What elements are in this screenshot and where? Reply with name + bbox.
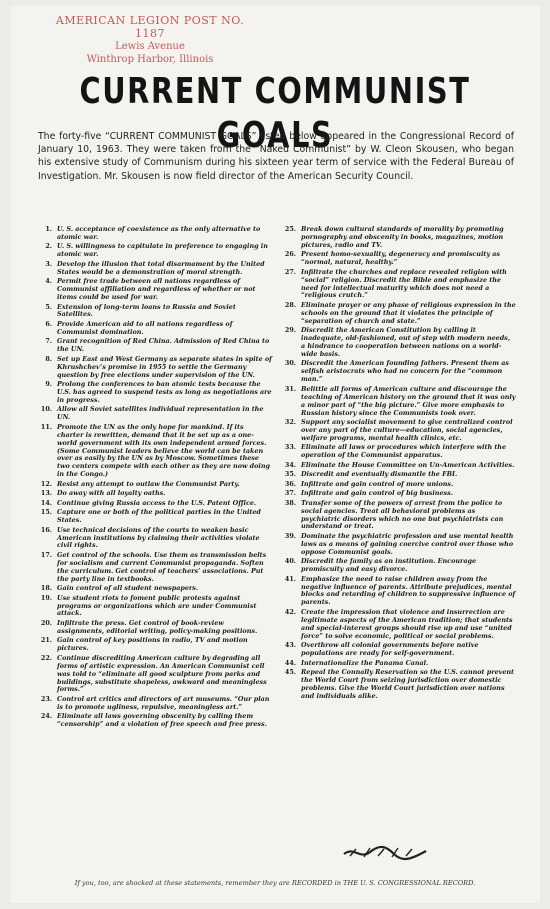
goal-item (280, 251, 516, 267)
goal-item (280, 462, 516, 470)
goal-item (36, 595, 272, 619)
goals-list-left (36, 226, 272, 731)
goal-item (280, 609, 516, 641)
goal-text: Discredit the American founding fathers. Present them as selfish aristocrats who had no concern for the “common man.” (301, 359, 509, 384)
ornamental-divider (340, 842, 430, 864)
goal-number: 3. (45, 259, 52, 268)
goal-item (280, 302, 516, 326)
goal-number: 20. (40, 618, 52, 627)
goal-item (36, 338, 272, 354)
goal-item (280, 660, 516, 668)
goal-number: 36. (284, 479, 296, 488)
goal-item (36, 490, 272, 498)
goal-text: Discredit the American Constitution by calling it inadequate, old-fashioned, out of step with modern needs, a hindrance to cooperation between nations on a world-wide basis. (301, 326, 510, 358)
goal-number: 7. (45, 337, 52, 346)
goal-text: Do away with all loyalty oaths. (57, 489, 166, 498)
goal-number: 43. (284, 641, 296, 650)
goal-text: Break down cultural standards of morality by promoting pornography and obscenity in books, magazines, motion pictures, radio and TV. (301, 225, 504, 249)
goal-number: 18. (40, 584, 52, 593)
goal-number: 21. (40, 636, 52, 645)
goal-number: 11. (40, 422, 52, 431)
goal-item (36, 509, 272, 525)
goal-number: 19. (40, 593, 52, 602)
goal-item (280, 471, 516, 479)
goal-number: 41. (284, 574, 296, 583)
goal-text: Discredit the family as an institution. Encourage promiscuity and easy divorce. (301, 557, 477, 574)
goal-text: U. S. acceptance of coexistence as the only alternative to atomic war. (57, 225, 261, 241)
goal-number: 44. (284, 658, 296, 667)
goal-number: 45. (284, 668, 296, 676)
goal-item (36, 261, 272, 277)
goal-text: Resist any attempt to outlaw the Communist Party. (57, 479, 240, 488)
goal-text: Continue giving Russia access to the U.S. Patent Office. (57, 498, 257, 507)
goal-item (36, 696, 272, 712)
goal-item (36, 637, 272, 653)
goal-text: Use technical decisions of the courts to weaken basic American institutions by claiming their activities violate civil rights. (57, 525, 260, 550)
goal-text: Dominate the psychiatric profession and use mental health laws as a means of gaining coercive control over those who oppose Communist goals. (301, 531, 514, 556)
goal-text: Discredit and eventually dismantle the FBI. (301, 470, 458, 479)
goal-text: Provide American aid to all nations regardless of Communist domination. (57, 319, 233, 336)
goal-number: 4. (45, 277, 52, 286)
goal-number: 9. (45, 380, 52, 389)
goal-number: 26. (284, 250, 296, 259)
goal-number: 28. (284, 300, 296, 309)
goal-item (36, 424, 272, 479)
goal-number: 37. (284, 489, 296, 498)
goal-item (36, 321, 272, 337)
goal-number: 32. (284, 418, 296, 426)
goal-text: Grant recognition of Red China. Admission of Red China to the UN. (57, 337, 270, 354)
document-title: CURRENT COMMUNIST GOALS (79, 71, 471, 156)
goal-text: Present homo-sexuality, degeneracy and promiscuity as “normal, natural, healthy.” (301, 250, 501, 267)
goal-text: Infiltrate and gain control of more unions. (301, 479, 454, 488)
goal-text: Use student riots to foment public protests against programs or organizations which are under Communist attack. (57, 593, 257, 618)
goal-item (36, 278, 272, 302)
goal-item (280, 576, 516, 608)
goal-text: Get control of the schools. Use them as transmission belts for socialism and current Communist propaganda. Soften the curriculum. Get control of teachers’ associations. Put the party line in textbooks. (57, 550, 267, 583)
goal-number: 33. (284, 443, 296, 452)
goal-number: 38. (284, 498, 296, 507)
goal-number: 29. (284, 326, 296, 335)
goal-text: Continue discrediting American culture by degrading all forms of artistic expression. An American Communist cell was told to “eliminate all good sculpture from parks and buildings, substitute shapeless, awkward and meaningless forms.” (57, 653, 267, 694)
goal-text: Infiltrate the press. Get control of book-review assignments, editorial writing, policy-making positions. (57, 618, 258, 635)
goal-item (280, 558, 516, 574)
goal-text: Overthrow all colonial governments before native populations are ready for self-government. (301, 641, 479, 657)
goal-text: Eliminate the House Committee on Un-American Activities. (301, 460, 515, 469)
goal-number: 5. (45, 302, 52, 311)
goal-number: 1. (45, 225, 52, 233)
goal-text: Infiltrate the churches and replace revealed religion with “social” religion. Discredit the Bible and emphasize the need for intellectual maturity which does not need a “religious crutch.” (301, 267, 507, 300)
goal-text: Repeal the Connally Reservation so the U.S. cannot prevent the World Court from seizing jurisdiction over domestic problems. Give the World Court jurisdiction over nations and individuals alike. (301, 668, 515, 700)
goal-text: Permit free trade between all nations regardless of Communist affiliation and regardless of whether or not items could be used for war. (57, 277, 256, 302)
goal-item (36, 406, 272, 422)
goal-text: Set up East and West Germany as separate states in spite of Khrushchev’s promise in 1955 to settle the Germany question by free elections under supervision of the UN. (57, 354, 272, 379)
goal-number: 10. (40, 405, 52, 414)
goal-number: 31. (284, 384, 296, 393)
goal-number: 16. (40, 525, 52, 534)
goal-text: Prolong the conferences to ban atomic tests because the U.S. has agreed to suspend tests as long as negotiations are in progress. (57, 380, 272, 404)
goal-text: Infiltrate and gain control of big business. (301, 489, 453, 498)
intro-paragraph: The forty-five “CURRENT COMMUNIST GOALS” listed below appeared in the Congressional Record of January 10, 1963. They were taken from the “Naked Communist” by W. Cleon Skousen, who began his extensive study of Communism during his sixteen year term of service with the Federal Bureau of Investigation. Mr. Skousen is now field director of the American Security Council. (38, 131, 514, 182)
goal-number: 8. (45, 354, 52, 363)
goals-list-right (280, 226, 516, 702)
goal-item (36, 585, 272, 593)
goal-text: U. S. willingness to capitulate in preference to engaging in atomic war. (57, 242, 268, 259)
goal-item (36, 500, 272, 508)
goal-item (36, 713, 272, 729)
goal-item (36, 243, 272, 259)
goal-item (280, 327, 516, 359)
goal-item (36, 655, 272, 695)
stamp-line-2: Lewis Avenue (115, 41, 185, 52)
goal-number: 2. (45, 242, 52, 251)
goal-item (36, 304, 272, 320)
goal-item (36, 226, 272, 242)
goal-number: 22. (40, 653, 52, 662)
goal-number: 40. (284, 557, 296, 566)
goal-number: 13. (40, 489, 52, 498)
goal-text: Control art critics and directors of art museums. “Our plan is to promote ugliness, repulsive, meaningless art.” (57, 694, 270, 711)
goal-number: 39. (284, 531, 296, 540)
goal-item (280, 500, 516, 532)
goal-text: Allow all Soviet satellites individual representation in the UN. (57, 405, 264, 422)
goal-text: Eliminate all laws governing obscenity by calling them “censorship” and a violation of free speech and free press. (57, 712, 267, 729)
goal-text: Create the impression that violence and insurrection are legitimate aspects of the American tradition; that students and special-interest groups should rise up and use “united force” to solve economic, political or social problems. (301, 607, 513, 640)
goal-number: 12. (40, 479, 52, 488)
goal-text: Gain control of all student newspapers. (57, 584, 199, 593)
goal-item (280, 533, 516, 557)
goal-number: 6. (45, 319, 52, 328)
goal-text: Promote the UN as the only hope for mankind. If its charter is rewritten, demand that it be set up as a one-world government with its own independent armed forces. (Some Communist leaders believe the world can be taken over as easily by the UN as by Moscow. Sometimes these two centers compete with each other as they are now doing in the Congo.) (57, 422, 270, 479)
goal-item (280, 386, 516, 418)
goal-text: Gain control of key positions in radio, TV and motion pictures. (57, 636, 248, 653)
goal-item (280, 669, 516, 701)
goal-item (280, 419, 516, 443)
goal-text: Eliminate all laws or procedures which interfere with the operation of the Communist apparatus. (301, 443, 507, 460)
goal-item (36, 552, 272, 584)
goal-text: Internationalize the Panama Canal. (301, 658, 429, 667)
footer-note: If you, too, are shocked at these statements, remember they are RECORDED in THE U. S. CONGRESSIONAL RECORD. (74, 879, 476, 887)
goal-number: 34. (284, 460, 296, 469)
goal-text: Capture one or both of the political parties in the United States. (57, 508, 261, 525)
goal-number: 30. (284, 359, 296, 368)
goal-text: Support any socialist movement to give centralized control over any part of the culture—education, social agencies, welfare programs, mental health clinics, etc. (301, 418, 513, 442)
stamp-line-1: AMERICAN LEGION POST NO. 1187 (55, 14, 245, 40)
goal-text: Transfer some of the powers of arrest from the police to social agencies. Treat all behavioral problems as psychiatric disorders which no one but psychiatrists can understand or treat. (301, 498, 504, 531)
goal-item (280, 444, 516, 460)
goal-item (36, 481, 272, 489)
goal-item (280, 360, 516, 384)
goal-item (36, 620, 272, 636)
legion-post-stamp (50, 14, 250, 66)
goal-item (36, 356, 272, 380)
goal-text: Belittle all forms of American culture and discourage the teaching of American history on the ground that it was only a minor part of “the big picture.” Give more emphasis to Russian history since the Communists took over. (301, 384, 516, 417)
goal-number: 15. (40, 508, 52, 517)
document-page (10, 6, 540, 903)
goal-number: 42. (284, 607, 296, 616)
goal-item (36, 527, 272, 551)
goal-item (280, 269, 516, 301)
goal-item (280, 481, 516, 489)
goal-item (280, 226, 516, 250)
goal-number: 25. (284, 225, 296, 233)
goal-number: 23. (40, 694, 52, 703)
goal-text: Emphasize the need to raise children away from the negative influence of parents. Attribute prejudices, mental blocks and retarding of children to suppressive influence of parents. (301, 574, 516, 607)
goal-text: Extension of long-term loans to Russia and Soviet Satellites. (57, 302, 236, 319)
goal-number: 14. (40, 498, 52, 507)
goal-number: 24. (40, 712, 52, 721)
goal-text: Eliminate prayer or any phase of religious expression in the schools on the ground that it violates the principle of “separation of church and state.” (301, 300, 516, 325)
goal-item (36, 381, 272, 405)
goal-item (280, 490, 516, 498)
stamp-line-3: Winthrop Harbor, Illinois (86, 54, 214, 65)
goal-number: 17. (40, 550, 52, 559)
goal-item (280, 642, 516, 658)
goal-number: 35. (284, 470, 296, 479)
goal-text: Develop the illusion that total disarmament by the United States would be a demonstration of moral strength. (57, 259, 265, 276)
goal-number: 27. (284, 267, 296, 276)
